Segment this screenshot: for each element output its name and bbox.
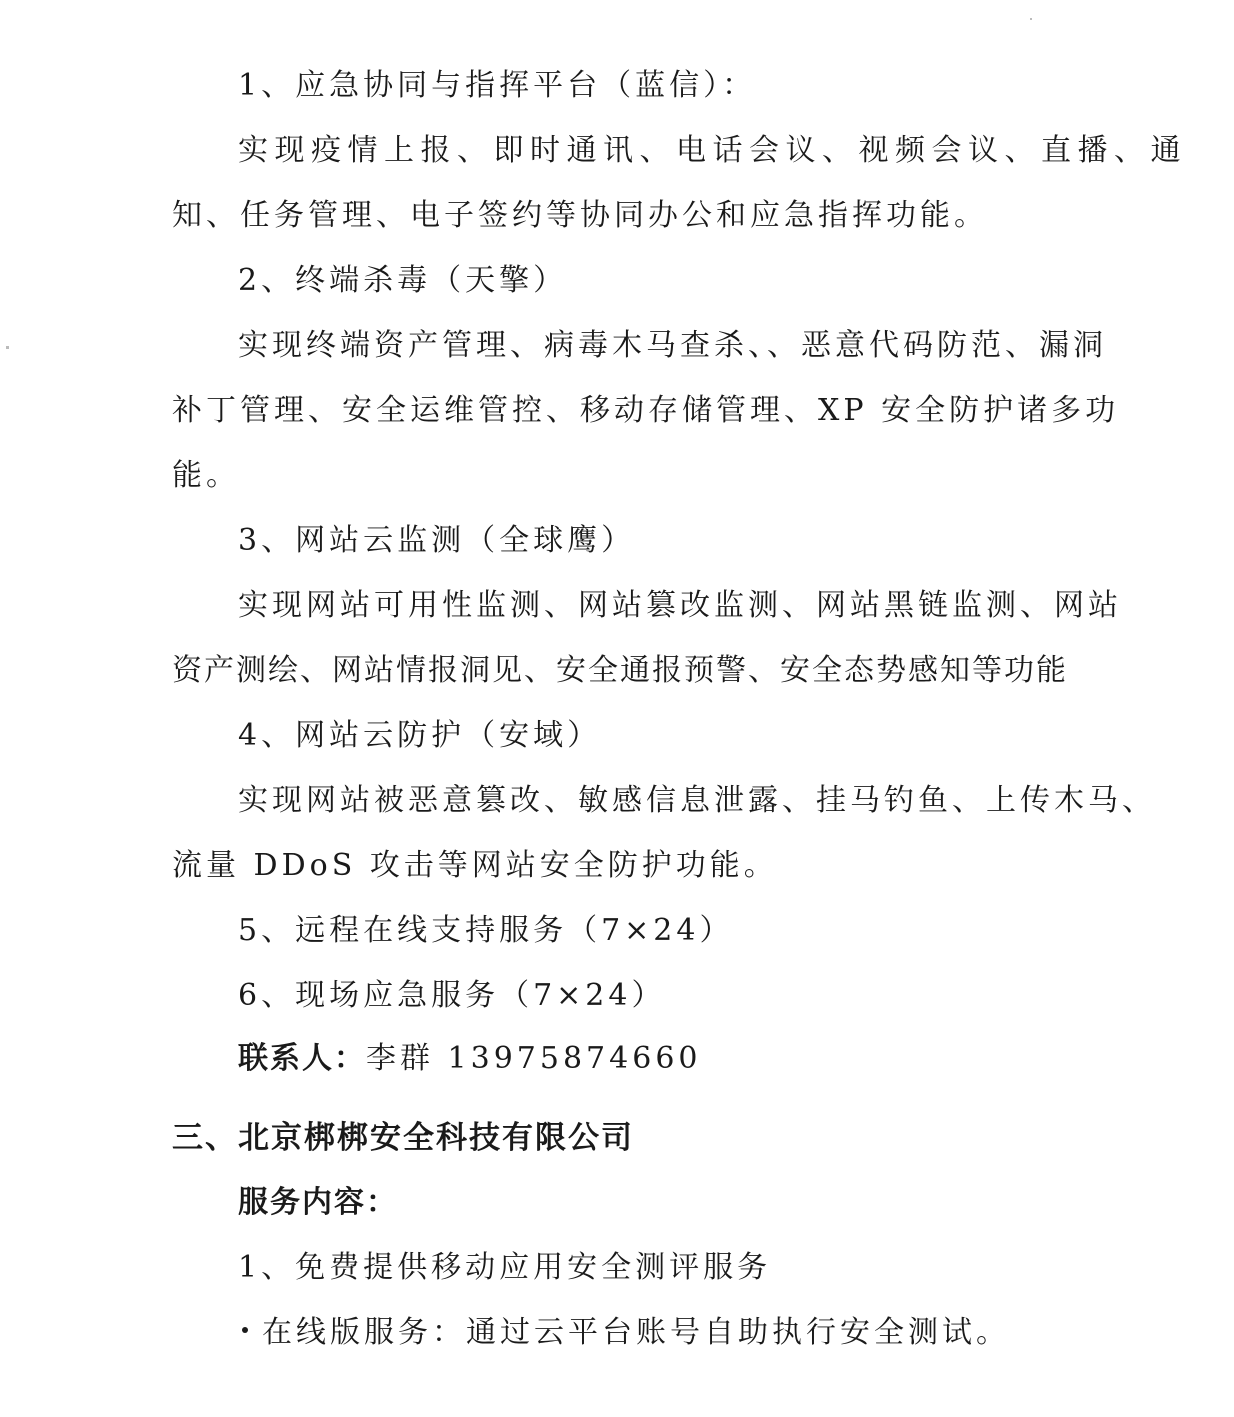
item-1-title: 1、应急协同与指挥平台（蓝信）： <box>238 68 757 103</box>
item-6-title: 6、现场应急服务（7×24） <box>238 978 666 1013</box>
service-bullet-text: 在线版服务：通过云平台账号自助执行安全测试。 <box>262 1315 1010 1350</box>
section-3-heading: 三、北京梆梆安全科技有限公司 <box>172 1120 634 1156</box>
service-bullet-online <box>242 1313 1010 1353</box>
item-1-desc-line-2: 知、任务管理、电子签约等协同办公和应急指挥功能。 <box>172 198 988 233</box>
service-item-1: 1、免费提供移动应用安全测评服务 <box>238 1250 772 1285</box>
contact-line <box>238 1039 702 1079</box>
item-2-desc-line-2: 补丁管理、安全运维管控、移动存储管理、XP 安全防护诸多功 <box>172 393 1120 428</box>
contact-value: 李群 13975874660 <box>366 1041 702 1076</box>
item-3-desc-line-1: 实现网站可用性监测、网站篡改监测、网站黑链监测、网站 <box>238 588 1122 623</box>
bullet-icon <box>242 1327 248 1333</box>
item-1-desc-line-1: 实现疫情上报、即时通讯、电话会议、视频会议、直播、通 <box>238 133 1187 168</box>
item-2-desc-line-1: 实现终端资产管理、病毒木马查杀、、恶意代码防范、漏洞 <box>238 328 1107 363</box>
item-4-desc-line-1: 实现网站被恶意篡改、敏感信息泄露、挂马钓鱼、上传木马、 <box>238 783 1156 818</box>
service-content-label: 服务内容： <box>238 1185 398 1220</box>
item-4-desc-line-2: 流量 DDoS 攻击等网站安全防护功能。 <box>172 848 778 883</box>
contact-label: 联系人： <box>238 1041 366 1076</box>
item-3-desc-line-2: 资产测绘、网站情报洞见、安全通报预警、安全态势感知等功能 <box>172 653 1068 688</box>
item-2-desc-line-3: 能。 <box>172 458 240 493</box>
scan-speck <box>1030 18 1032 20</box>
item-4-title: 4、网站云防护（安域） <box>238 718 602 753</box>
item-3-title: 3、网站云监测（全球鹰） <box>238 523 636 558</box>
scan-speck <box>6 346 9 349</box>
item-2-title: 2、终端杀毒（天擎） <box>238 263 568 298</box>
item-5-title: 5、远程在线支持服务（7×24） <box>238 913 734 948</box>
